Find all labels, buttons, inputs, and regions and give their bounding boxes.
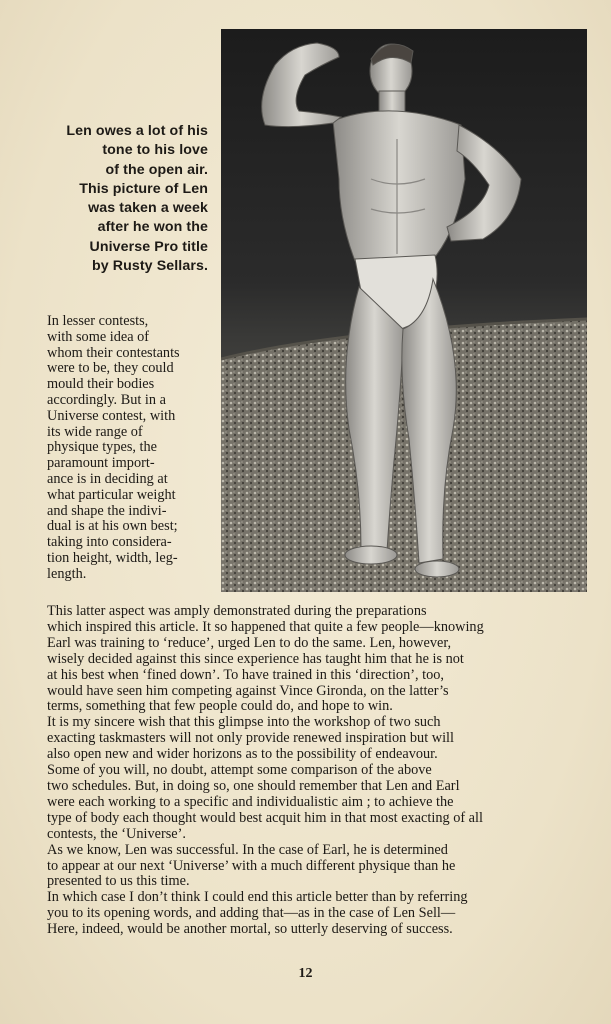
caption-line: of the open air.: [105, 161, 208, 178]
article-text-left-column: [47, 314, 205, 583]
text-line: In which case I don’t think I could end this article better than by referring: [47, 889, 468, 906]
text-line: It is my sincere wish that this glimpse into the workshop of two such: [47, 714, 441, 731]
text-line: accordingly. But in a: [47, 391, 166, 408]
text-line: terms, something that few people could do, and hope to win.: [47, 698, 393, 715]
text-line: Here, indeed, would be another mortal, so utterly deserving of success.: [47, 921, 453, 938]
text-line: length.: [47, 565, 87, 582]
text-line: with some idea of: [47, 328, 150, 345]
text-line: Some of you will, no doubt, attempt some comparison of the above: [47, 762, 432, 779]
text-line: to appear at our next ‘Universe’ with a much different physique than he: [47, 857, 456, 874]
text-line: exacting taskmasters will not only provide renewed inspiration but will: [47, 730, 454, 747]
text-line: whom their contestants: [47, 344, 180, 361]
caption-line: Len owes a lot of his: [66, 123, 208, 139]
bodybuilder-photo: [221, 29, 587, 592]
text-line: tion height, width, leg-: [47, 549, 178, 566]
text-line: paramount import-: [47, 455, 155, 472]
text-line: what particular weight: [47, 486, 176, 503]
caption-line: after he won the: [97, 219, 208, 236]
text-line: Universe contest, with: [47, 407, 176, 424]
text-line: two schedules. But, in doing so, one should remember that Len and Earl: [47, 777, 460, 794]
text-line: Earl was training to ‘reduce’, urged Len to do the same. Len, however,: [47, 634, 452, 651]
text-line: wisely decided against this since experience has taught him that he is not: [47, 650, 464, 667]
text-line: its wide range of: [47, 423, 143, 440]
caption-line: was taken a week: [88, 200, 208, 217]
text-line: type of body each thought would best acquit him in that most exacting of all: [47, 809, 483, 826]
page-number: 12: [298, 966, 313, 981]
text-line: dual is at his own best;: [47, 518, 178, 535]
text-line: were to be, they could: [47, 360, 174, 377]
text-line: taking into considera-: [47, 534, 172, 551]
text-line: physique types, the: [47, 439, 157, 456]
caption-line: tone to his love: [102, 142, 208, 159]
text-line: This latter aspect was amply demonstrated during the preparations: [47, 603, 427, 619]
text-line: and shape the indivi-: [47, 502, 167, 519]
text-line: which inspired this article. It so happened that quite a few people—knowing: [47, 618, 484, 635]
article-text-full-width: [47, 604, 587, 938]
text-line: were each working to a specific and individualistic aim ; to achieve the: [47, 793, 454, 810]
text-line: ance is in deciding at: [47, 470, 168, 487]
text-line: In lesser contests,: [47, 313, 149, 329]
text-line: contests, the ‘Universe’.: [47, 825, 186, 842]
caption-line: Universe Pro title: [89, 238, 208, 255]
text-line: mould their bodies: [47, 376, 155, 393]
text-line: As we know, Len was successful. In the case of Earl, he is determined: [47, 841, 448, 858]
text-line: at his best when ‘fined down’. To have trained in this ‘direction’, too,: [47, 666, 444, 683]
text-line: would have seen him competing against Vince Gironda, on the latter’s: [47, 682, 449, 699]
text-line: you to its opening words, and adding that—as in the case of Len Sell—: [47, 905, 456, 922]
caption-line: by Rusty Sellars.: [91, 258, 208, 275]
text-line: also open new and wider horizons as to the possibility of endeavour.: [47, 746, 438, 763]
text-line: presented to us this time.: [47, 873, 190, 890]
caption-line: This picture of Len: [79, 180, 208, 197]
photo-caption: [16, 122, 208, 276]
